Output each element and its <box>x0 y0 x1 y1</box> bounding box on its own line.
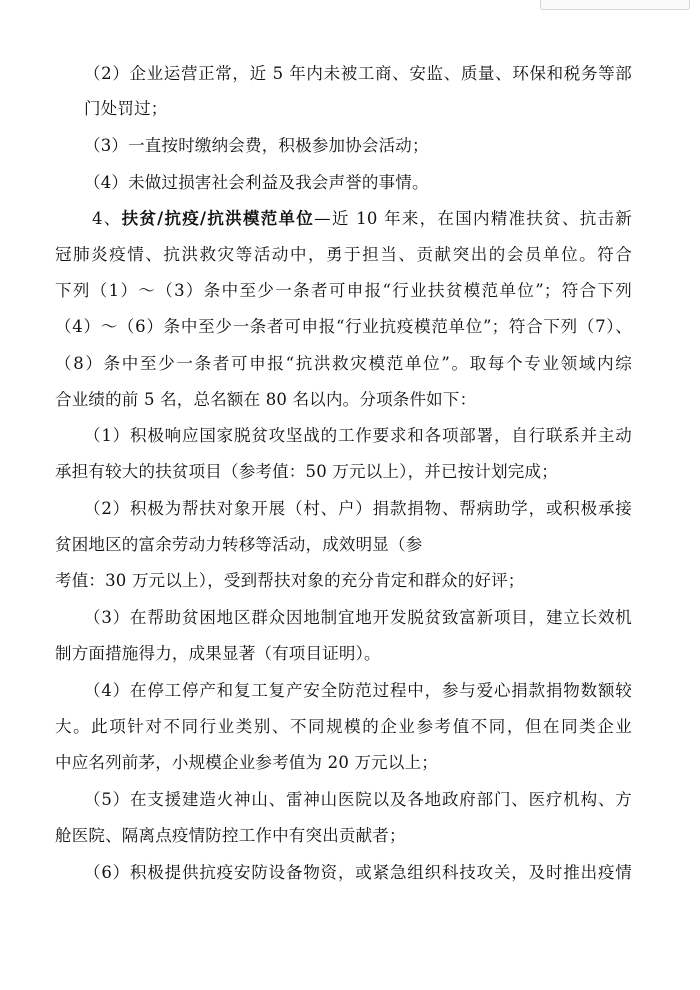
line-3: （3）一直按时缴纳会费，积极参加协会活动； <box>84 136 429 155</box>
line-19: 大。此项针对不同行业类别、不同规模的企业参考值不同，但在同类企业 <box>55 717 632 736</box>
line-14: 贫困地区的富余劳动力转移等活动，成效明显（参 <box>55 535 423 554</box>
line-2: 门处罚过； <box>84 99 168 118</box>
line-11: （1）积极响应国家脱贫攻坚战的工作要求和各项部署，自行联系并主动 <box>84 426 632 445</box>
section-number: 4、 <box>92 209 122 228</box>
corner-tab <box>540 0 690 10</box>
line-23: （6）积极提供抗疫安防设备物资，或紧急组织科技攻关，及时推出疫情 <box>84 863 632 882</box>
line-12: 承担有较大的扶贫项目（参考值：50 万元以上），并已按计划完成； <box>55 462 558 481</box>
line-15: 考值：30 万元以上），受到帮扶对象的充分肯定和群众的好评； <box>55 571 525 590</box>
line-13: （2）积极为帮扶对象开展（村、户）捐款捐物、帮病助学，或积极承接 <box>84 499 632 518</box>
line-20: 中应名列前茅，小规模企业参考值为 20 万元以上； <box>55 753 438 772</box>
line-4: （4）未做过损害社会利益及我会声誉的事情。 <box>84 173 429 192</box>
line-16: （3）在帮助贫困地区群众因地制宜地开发脱贫致富新项目，建立长效机 <box>84 608 632 627</box>
line-22: 舱医院、隔离点疫情防控工作中有突出贡献者； <box>55 826 406 845</box>
section-title: 扶贫/抗疫/抗洪模范单位 <box>121 209 315 228</box>
section-intro: —近 10 年来，在国内精准扶贫、抗击新 <box>314 209 632 228</box>
line-6: 冠肺炎疫情、抗洪救灾等活动中，勇于担当、贡献突出的会员单位。符合 <box>55 245 632 264</box>
line-8: （4）～（6）条中至少一条者可申报“行业抗疫模范单位”；符合下列（7）、 <box>55 317 632 336</box>
line-1: （2）企业运营正常，近 5 年内未被工商、安监、质量、环保和税务等部 <box>84 64 632 83</box>
line-7: 下列（1）～（3）条中至少一条者可申报“行业扶贫模范单位”；符合下列 <box>55 281 632 300</box>
line-5-heading <box>92 207 632 231</box>
line-17: 制方面措施得力，成果显著（有项目证明）。 <box>55 644 381 663</box>
line-10: 合业绩的前 5 名，总名额在 80 名以内。分项条件如下： <box>55 390 477 409</box>
line-9: （8）条中至少一条者可申报“抗洪救灾模范单位”。取每个专业领域内综 <box>55 354 632 373</box>
line-21: （5）在支援建造火神山、雷神山医院以及各地政府部门、医疗机构、方 <box>84 790 632 809</box>
line-18: （4）在停工停产和复工复产安全防范过程中，参与爱心捐款捐物数额较 <box>84 681 632 700</box>
